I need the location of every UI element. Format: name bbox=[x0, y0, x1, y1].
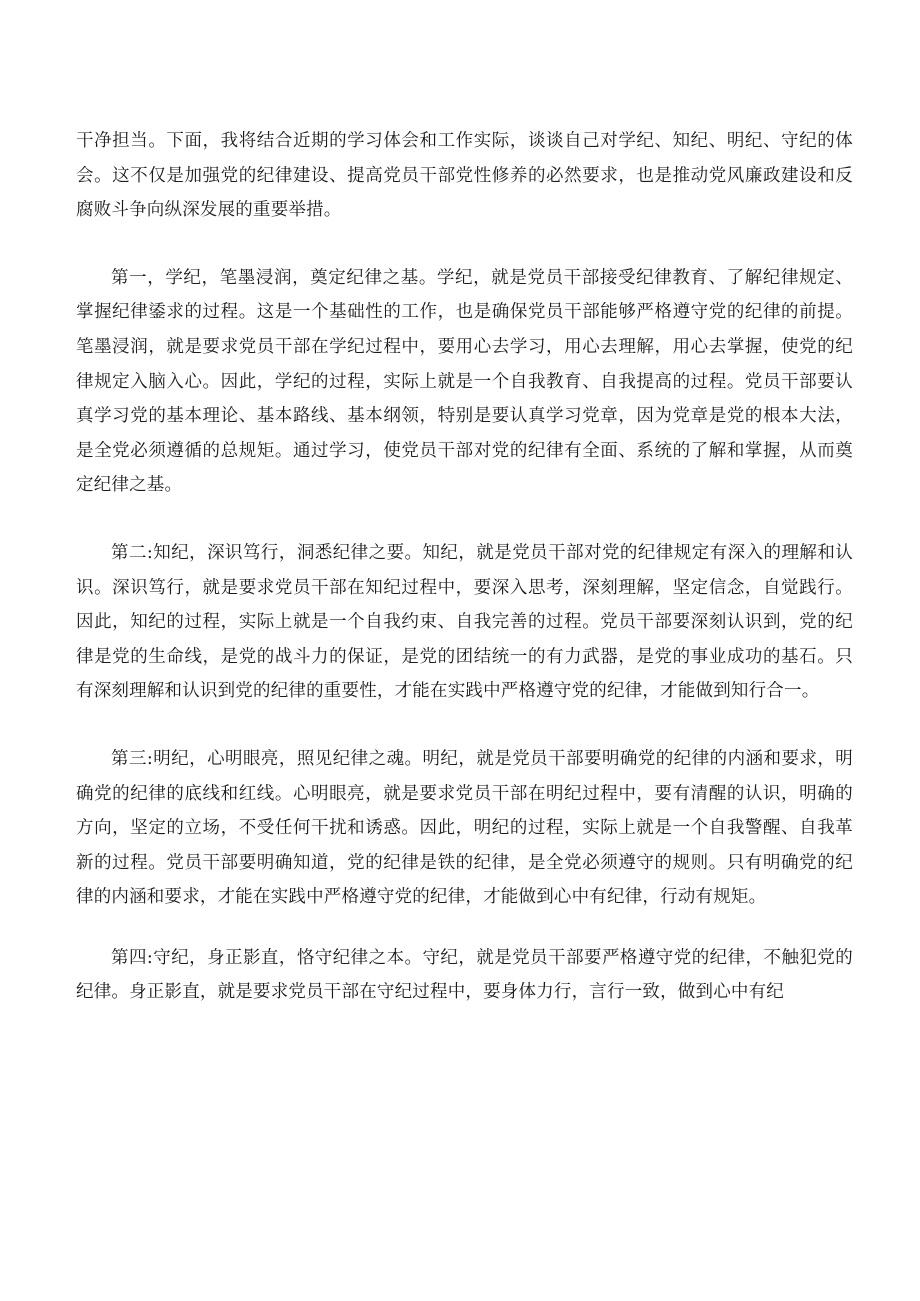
paragraph-learn-discipline: 第一，学纪，笔墨浸润，奠定纪律之基。学纪，就是党员干部接受纪律教育、了解纪律规定、掌握纪律鋈求的过程。这是一个基础性的工作，也是确保党员干部能够严格遵守党的纪律的前提。笔墨浸润，就是要求党员干部在学纪过程中，要用心去学习，用心去理解，用心去掌握，使党的纪律规定入脑入心。因此，学纪的过程，实际上就是一个自我教育、自我提高的过程。党员干部要认真学习党的基本理论、基本路线、基本纲领，特别是要认真学习党章，因为党章是党的根本大法，是全党必须遵循的总规矩。通过学习，使党员干部对党的纪律有全面、系统的了解和掌握，从而奠定纪律之基。 bbox=[76, 267, 853, 496]
paragraph-understand-discipline: 第三:明纪，心明眼亮，照见纪律之魂。明纪，就是党员干部要明确党的纪律的内涵和要求，明确党的纪律的底线和红线。心明眼亮，就是要求党员干部在明纪过程中，要有清醒的认识，明确的方向，坚定的立场，不受任何干扰和诱惑。因此，明纪的过程，实际上就是一个自我警醒、自我革新的过程。党员干部要明确知道，党的纪律是铁的纪律，是全党必须遵守的规则。只有明确党的纪律的内涵和要求，才能在实践中严格遵守党的纪律，才能做到心中有纪律，行动有规矩。 bbox=[76, 748, 853, 908]
paragraph-know-discipline: 第二:知纪，深识笃行，洞悉纪律之要。知纪，就是党员干部对党的纪律规定有深入的理解和认识。深识笃行，就是要求党员干部在知纪过程中，要深入思考，深刻理解，坚定信念，自觉践行。因此，知纪的过程，实际上就是一个自我约束、自我完善的过程。党员干部要深刻认识到，党的纪律是党的生命线，是党的战斗力的保证，是党的团结统一的有力武器，是党的事业成功的基石。只有深刻理解和认识到党的纪律的重要性，才能在实践中严格遵守党的纪律，才能做到知行合一。 bbox=[76, 542, 853, 702]
paragraph-keep-discipline: 第四:守纪，身正影直，恪守纪律之本。守纪，就是党员干部要严格遵守党的纪律，不触犯党的纪律。身正影直，就是要求党员干部在守纪过程中，要身体力行，言行一致，做到心中有纪 bbox=[76, 947, 853, 1003]
document-body bbox=[76, 124, 853, 1043]
paragraph-intro: 干净担当。下面，我将结合近期的学习体会和工作实际，谈谈自己对学纪、知纪、明纪、守纪的体会。这不仅是加强党的纪律建设、提高党员干部党性修养的必然要求，也是推动党风廉政建设和反腐败斗争向纵深发展的重要举措。 bbox=[76, 131, 853, 221]
